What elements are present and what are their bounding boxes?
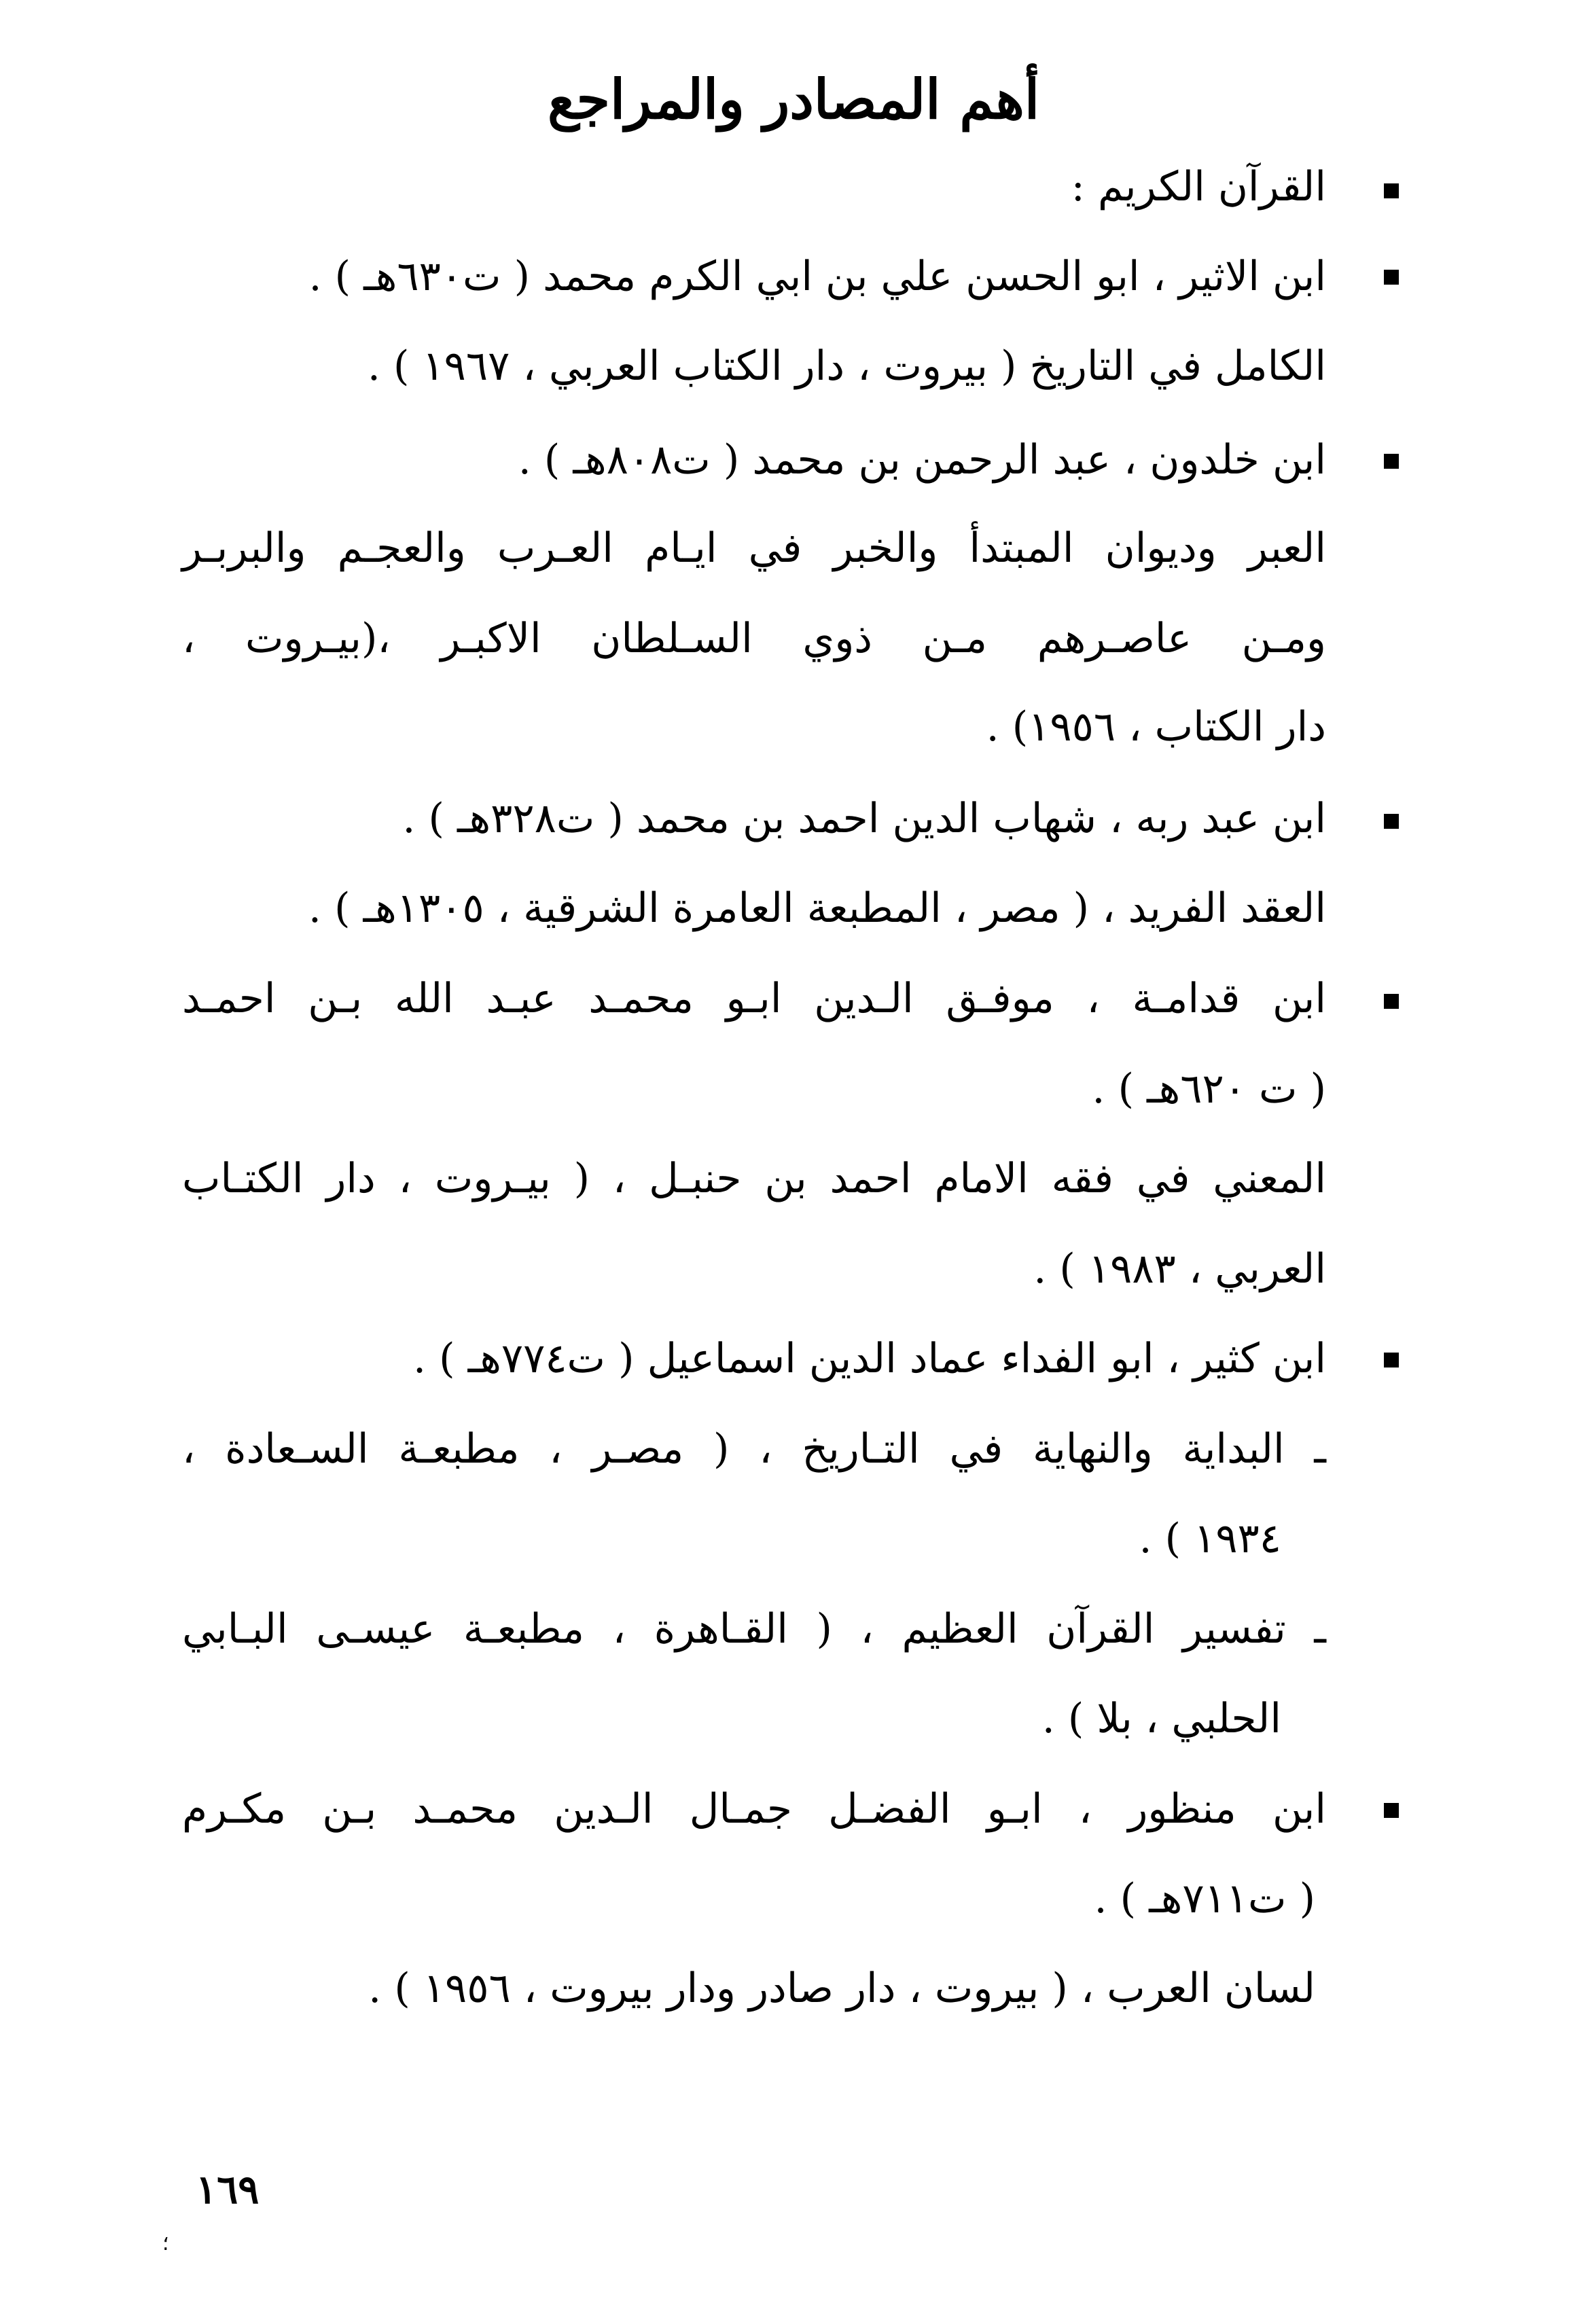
entry-line: القرآن الكريم : bbox=[1071, 163, 1326, 211]
entry-line: ابن الاثير ، ابو الحسن علي بن ابي الكرم محمد ( ت٦٣٠هـ ) . bbox=[308, 253, 1326, 300]
bullet-icon bbox=[1384, 814, 1399, 829]
entry-line: ـ تفسير القرآن العظيم ، ( القـاهرة ، مطبعـة عيسـى البـابي bbox=[182, 1605, 1326, 1653]
entry-line: ابن قدامـة ، موفـق الـدين ابـو محمـد عبـد الله بـن احمـد bbox=[182, 975, 1326, 1022]
entry-line: ( ت٧١١هـ ) . bbox=[1094, 1875, 1315, 1923]
bullet-icon bbox=[1384, 1803, 1399, 1818]
stray-mark: ؛ bbox=[162, 2232, 169, 2255]
entry-line: العقد الفريد ، ( مصر ، المطبعة العامرة الشرقية ، ١٣٠٥هـ ) . bbox=[308, 884, 1326, 932]
bullet-icon bbox=[1384, 1353, 1399, 1367]
bullet-icon bbox=[1384, 994, 1399, 1009]
entry-line: ١٩٣٤ ) . bbox=[1139, 1515, 1281, 1562]
entry-line: ـ البداية والنهاية في التـاريخ ، ( مصـر ، مطبعـة السـعادة ، bbox=[182, 1425, 1326, 1473]
page-number: ١٦٩ bbox=[196, 2166, 260, 2213]
entry-line: ( ت ٦٢٠هـ ) . bbox=[1092, 1065, 1326, 1113]
entry-line: العربي ، ١٩٨٣ ) . bbox=[1033, 1245, 1326, 1293]
entry-line: المعني في فقه الامام احمد بن حنبـل ، ( بيـروت ، دار الكتـاب bbox=[182, 1155, 1326, 1202]
entry-line: ابن عبد ربه ، شهاب الدين احمد بن محمد ( ت٣٢٨هـ ) . bbox=[402, 795, 1326, 842]
entry-line: ومـن عاصـرهم مـن ذوي السـلطان الاكبـر ،(بيـروت ، bbox=[182, 615, 1326, 662]
entry-line: ابن كثير ، ابو الفداء عماد الدين اسماعيل ( ت٧٧٤هـ ) . bbox=[413, 1335, 1326, 1382]
bullet-icon bbox=[1384, 183, 1399, 198]
bullet-icon bbox=[1384, 270, 1399, 285]
entry-line: الحلبي ، بلا ) . bbox=[1041, 1695, 1281, 1742]
bullet-icon bbox=[1384, 454, 1399, 469]
entry-line: ابن خلدون ، عبد الرحمن بن محمد ( ت٨٠٨هـ ) . bbox=[518, 436, 1326, 484]
entry-line: لسان العرب ، ( بيروت ، دار صادر ودار بيروت ، ١٩٥٦ ) . bbox=[368, 1965, 1315, 2012]
page-title: أهم المصادر والمراجع bbox=[547, 67, 1040, 131]
entry-line: دار الكتاب ، ١٩٥٦) . bbox=[986, 703, 1326, 751]
entry-line: ابن منظور ، ابـو الفضـل جمـال الـدين محمـد بـن مكـرم bbox=[182, 1785, 1326, 1833]
entry-line: العبر وديوان المبتدأ والخبر في ايـام العـرب والعجـم والبربـر bbox=[182, 524, 1326, 572]
entry-line: الكامل في التاريخ ( بيروت ، دار الكتاب العربي ، ١٩٦٧ ) . bbox=[367, 342, 1326, 390]
